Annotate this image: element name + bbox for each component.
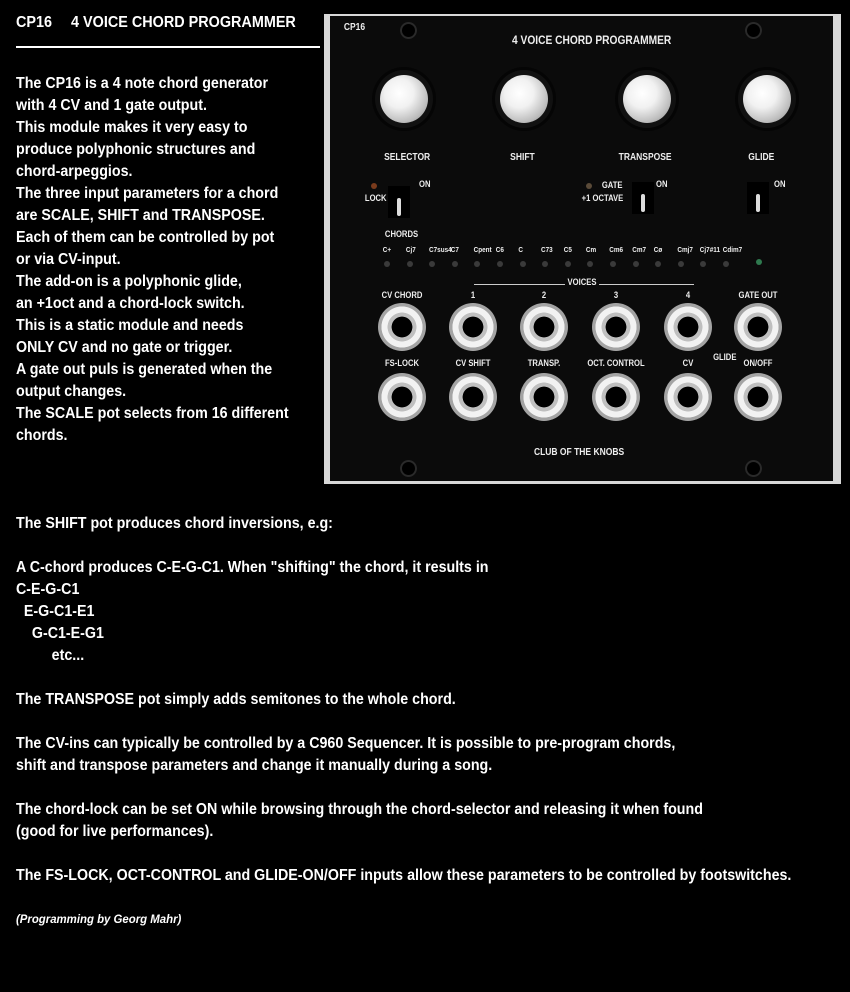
- chords-heading: CHORDS: [384, 229, 419, 239]
- lock-switch[interactable]: [388, 186, 410, 218]
- chord-label: C+: [382, 245, 392, 254]
- body-line: The SHIFT pot produces chord inversions, e.g:: [16, 515, 333, 532]
- shift-knob[interactable]: [495, 70, 553, 128]
- chord-label: Cø: [653, 245, 663, 254]
- octave-switch[interactable]: [632, 182, 654, 214]
- intro-line: A gate out puls is generated when the: [16, 361, 273, 378]
- jack-label: 1: [470, 290, 476, 300]
- intro-line: ONLY CV and no gate or trigger.: [16, 339, 233, 356]
- jack-socket[interactable]: [520, 303, 568, 351]
- gate-label: GATE: [601, 180, 623, 190]
- jack-label: 4: [685, 290, 691, 300]
- lock-on-label: ON: [419, 179, 431, 189]
- chord-led: [723, 261, 729, 267]
- chord-label: C7sus4: [429, 245, 452, 254]
- module-title: 4 VOICE CHORD PROGRAMMER: [71, 14, 296, 31]
- mount-hole: [745, 460, 762, 477]
- body-line: shift and transpose parameters and change it manually during a song.: [16, 757, 493, 774]
- chord-led: [678, 261, 684, 267]
- module-code: CP16: [16, 14, 53, 31]
- intro-line: are SCALE, SHIFT and TRANSPOSE.: [16, 207, 265, 224]
- glide-knob[interactable]: [738, 70, 796, 128]
- body-line: The FS-LOCK, OCT-CONTROL and GLIDE-ON/OFF inputs allow these parameters to be controlled by footswitches.: [16, 867, 792, 884]
- jack-socket[interactable]: [520, 373, 568, 421]
- jack-socket[interactable]: [378, 373, 426, 421]
- chord-led: [384, 261, 390, 267]
- knob-label-selector: SELECTOR: [384, 152, 431, 163]
- intro-line: The three input parameters for a chord: [16, 185, 279, 202]
- chord-led: [610, 261, 616, 267]
- body-line: C-E-G-C1: [16, 581, 80, 598]
- intro-line: The CP16 is a 4 note chord generator: [16, 75, 269, 92]
- jack-label: CV: [682, 358, 694, 368]
- body-line: (good for live performances).: [16, 823, 214, 840]
- chord-label: Cj7: [405, 245, 416, 254]
- jack-socket[interactable]: [734, 373, 782, 421]
- chord-led: [497, 261, 503, 267]
- blank-line: [16, 535, 780, 557]
- body-line: G-C1-E-G1: [16, 625, 104, 642]
- octave-label: +1 OCTAVE: [581, 193, 624, 203]
- voices-label: VOICES: [565, 277, 599, 287]
- glide-on-label: ON: [774, 179, 786, 189]
- chord-led: [452, 261, 458, 267]
- chord-label: Cmj7: [677, 245, 693, 254]
- module-panel-image: [330, 16, 833, 481]
- jack-label: CV SHIFT: [455, 358, 491, 368]
- knob-label-glide: GLIDE: [748, 152, 775, 163]
- panel-title: 4 VOICE CHORD PROGRAMMER: [512, 33, 672, 47]
- chord-led: [429, 261, 435, 267]
- chord-label: Cm7: [631, 245, 646, 254]
- jack-socket[interactable]: [592, 303, 640, 351]
- intro-line: with 4 CV and 1 gate output.: [16, 97, 207, 114]
- chord-led: [542, 261, 548, 267]
- blank-line: [16, 667, 780, 689]
- intro-line: This is a static module and needs: [16, 317, 244, 334]
- body-line: The CV-ins can typically be controlled by a C960 Sequencer. It is possible to pre-program chords,: [16, 735, 676, 752]
- lock-led: [371, 183, 377, 189]
- credit-line: (Programming by Georg Mahr): [16, 912, 182, 926]
- knob-label-shift: SHIFT: [510, 152, 535, 163]
- body-text: [16, 513, 846, 887]
- octave-on-label: ON: [656, 179, 668, 189]
- chord-led: [587, 261, 593, 267]
- jack-socket[interactable]: [378, 303, 426, 351]
- chord-label: C6: [495, 245, 504, 254]
- header: [16, 14, 320, 48]
- chord-led: [520, 261, 526, 267]
- body-line: E-G-C1-E1: [16, 603, 95, 620]
- chord-label: C7: [450, 245, 459, 254]
- chord-label: Cj7#11: [700, 245, 721, 254]
- chord-label: C: [518, 245, 523, 254]
- jack-socket[interactable]: [592, 373, 640, 421]
- knob-label-transpose: TRANSPOSE: [618, 152, 672, 163]
- glide-label: GLIDE: [713, 352, 737, 362]
- jack-label: CV CHORD: [381, 290, 423, 300]
- intro-line: The SCALE pot selects from 16 different: [16, 405, 289, 422]
- glide-switch[interactable]: [747, 182, 769, 214]
- intro-line: The add-on is a polyphonic glide,: [16, 273, 242, 290]
- jack-socket[interactable]: [734, 303, 782, 351]
- mount-hole: [745, 22, 762, 39]
- selector-knob[interactable]: [375, 70, 433, 128]
- chord-led: [633, 261, 639, 267]
- chord-label: Cdim7: [722, 245, 743, 254]
- intro-line: an +1oct and a chord-lock switch.: [16, 295, 245, 312]
- chord-label: C5: [563, 245, 572, 254]
- intro-text: [16, 73, 321, 447]
- jack-label: ON/OFF: [743, 358, 773, 368]
- blank-line: [16, 711, 780, 733]
- jack-label: 3: [613, 290, 619, 300]
- body-line: A C-chord produces C-E-G-C1. When "shifting" the chord, it results in: [16, 559, 489, 576]
- body-line: etc...: [16, 647, 85, 664]
- jack-socket[interactable]: [664, 303, 712, 351]
- chord-label: Cm: [586, 245, 597, 254]
- chord-led: [700, 261, 706, 267]
- jack-label: FS-LOCK: [385, 358, 419, 368]
- jack-label: GATE OUT: [738, 290, 778, 300]
- chord-label: Cm6: [609, 245, 624, 254]
- gate-out-led: [756, 259, 762, 265]
- jack-label: 2: [541, 290, 547, 300]
- intro-line: or via CV-input.: [16, 251, 121, 268]
- panel-code: CP16: [343, 22, 366, 33]
- jack-socket[interactable]: [449, 373, 497, 421]
- body-line: The chord-lock can be set ON while browsing through the chord-selector and releasing it when found: [16, 801, 703, 818]
- jack-label: TRANSP.: [527, 358, 561, 368]
- mount-hole: [400, 22, 417, 39]
- blank-line: [16, 843, 780, 865]
- chord-led: [655, 261, 661, 267]
- body-line: The TRANSPOSE pot simply adds semitones to the whole chord.: [16, 691, 456, 708]
- chord-label: C73: [541, 245, 553, 254]
- transpose-knob[interactable]: [618, 70, 676, 128]
- jack-socket[interactable]: [449, 303, 497, 351]
- intro-line: This module makes it very easy to: [16, 119, 248, 136]
- chord-led: [407, 261, 413, 267]
- chord-label: Cpent: [473, 245, 493, 254]
- mount-hole: [400, 460, 417, 477]
- intro-line: produce polyphonic structures and: [16, 141, 256, 158]
- blank-line: [16, 777, 780, 799]
- brand-logo: CLUB OF THE KNOBS: [533, 447, 625, 458]
- chord-led: [474, 261, 480, 267]
- intro-line: chords.: [16, 427, 68, 444]
- jack-label: OCT. CONTROL: [587, 358, 645, 368]
- intro-line: Each of them can be controlled by pot: [16, 229, 275, 246]
- intro-line: chord-arpeggios.: [16, 163, 133, 180]
- chord-led: [565, 261, 571, 267]
- lock-label: LOCK: [364, 193, 387, 203]
- gate-led: [586, 183, 592, 189]
- jack-socket[interactable]: [664, 373, 712, 421]
- intro-line: output changes.: [16, 383, 127, 400]
